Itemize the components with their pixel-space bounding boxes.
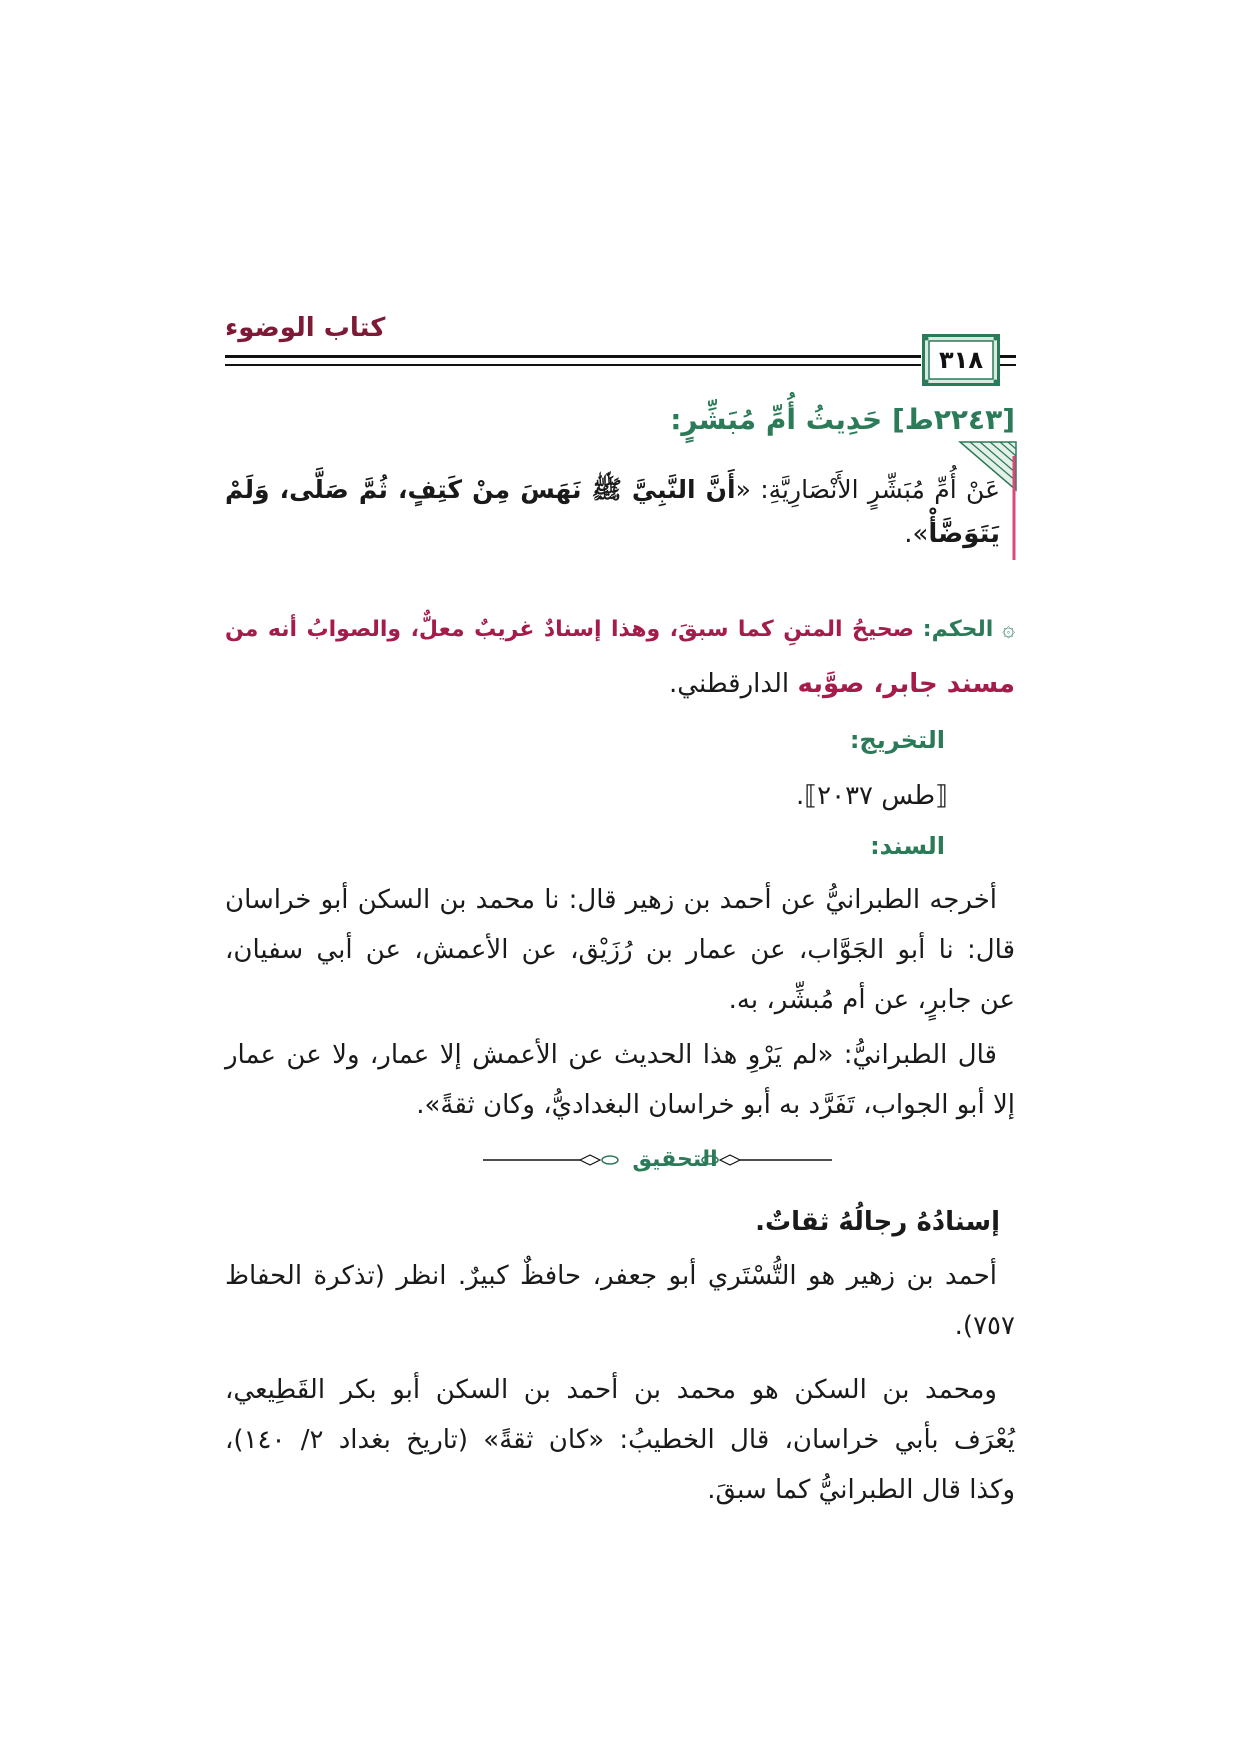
hadith-matn-end: يَتَوَضَّأْ bbox=[928, 519, 1000, 549]
hadith-title: [٢٢٤٣ط] حَدِيثُ أُمِّ مُبَشِّرٍ: bbox=[670, 403, 1015, 436]
sanad-paragraph-1-line-1: أخرجه الطبرانيُّ عن أحمد بن زهير قال: نا محمد بن السكن أبو خراسان bbox=[225, 885, 997, 915]
tahqiq-paragraph-2-line-3: وكذا قال الطبرانيُّ كما سبقَ. bbox=[707, 1475, 1015, 1505]
tahqiq-paragraph-1-line-2: ٧٥٧). bbox=[954, 1311, 1015, 1341]
hadith-quote-close: ». bbox=[904, 519, 929, 549]
sanad-paragraph-1-line-3: عن جابرٍ، عن أم مُبشِّر، به. bbox=[728, 985, 1015, 1015]
tahqiq-paragraph-2-line-2: يُعْرَف بأبي خراسان، قال الخطيبُ: «كان ثقةً» (تاريخ بغداد ٢/ ١٤٠)، bbox=[225, 1425, 1015, 1455]
tahqiq-label: التحقيق bbox=[632, 1147, 718, 1172]
header-rule-thin-right bbox=[1000, 364, 1016, 366]
ruling-marker-icon: ۞ bbox=[1002, 617, 1015, 642]
takhrij-label: التخريج: bbox=[849, 726, 945, 754]
hadith-matn: أَنَّ النَّبِيَّ ﷺ نَهَسَ مِنْ كَتِفٍ، ثُمَّ صَلَّى، وَلَمْ bbox=[225, 475, 736, 504]
tahqiq-conclusion: إسنادُهُ رجالُهُ ثقاتٌ. bbox=[755, 1207, 1000, 1237]
hadith-text-line-2 bbox=[225, 514, 1000, 554]
ruling-label: الحكم: bbox=[922, 617, 994, 642]
ruling-text-rest: الدارقطني. bbox=[669, 669, 790, 699]
header-rule-thin bbox=[225, 364, 921, 366]
sanad-paragraph-2-line-2: إلا أبو الجواب، تَفَرَّد به أبو خراسان البغداديُّ، وكان ثقةً». bbox=[416, 1090, 1015, 1120]
takhrij-source: ⟦طس ٢٠٣٧⟧. bbox=[796, 781, 948, 811]
sanad-paragraph-1-line-2: قال: نا أبو الجَوَّاب، عن عمار بن رُزَيْق، عن الأعمش، عن أبي سفيان، bbox=[225, 935, 1015, 965]
header-rule-thick-right bbox=[1000, 355, 1016, 358]
ruling-text: صحيحُ المتنِ كما سبقَ، وهذا إسنادٌ غريبٌ معلٌّ، والصوابُ أنه من bbox=[225, 617, 914, 642]
ruling-text-bold: مسند جابر، صوَّبه bbox=[797, 669, 1015, 699]
sanad-paragraph-2-line-1: قال الطبرانيُّ: «لم يَرْوِ هذا الحديث عن الأعمش إلا عمار، ولا عن عمار bbox=[225, 1040, 997, 1070]
page-number: ٣١٨ bbox=[939, 346, 983, 374]
header-rule-thick bbox=[225, 355, 921, 358]
hadith-narrator: عَنْ أُمِّ مُبَشِّرٍ الأَنْصَارِيَّةِ: « bbox=[735, 475, 1000, 504]
sanad-label: السند: bbox=[870, 832, 945, 860]
book-title: كتاب الوضوء bbox=[225, 313, 386, 343]
tahqiq-paragraph-2-line-1: ومحمد بن السكن هو محمد بن أحمد بن السكن أبو بكر القَطِيعي، bbox=[225, 1375, 997, 1405]
tahqiq-paragraph-1-line-1: أحمد بن زهير هو التُّسْتَري أبو جعفر، حافظٌ كبيرٌ. انظر (تذكرة الحفاظ bbox=[225, 1261, 997, 1291]
hadith-text-line-1 bbox=[225, 470, 1000, 510]
ruling-line-2 bbox=[225, 664, 1015, 704]
ruling-line-1 bbox=[225, 610, 1015, 650]
